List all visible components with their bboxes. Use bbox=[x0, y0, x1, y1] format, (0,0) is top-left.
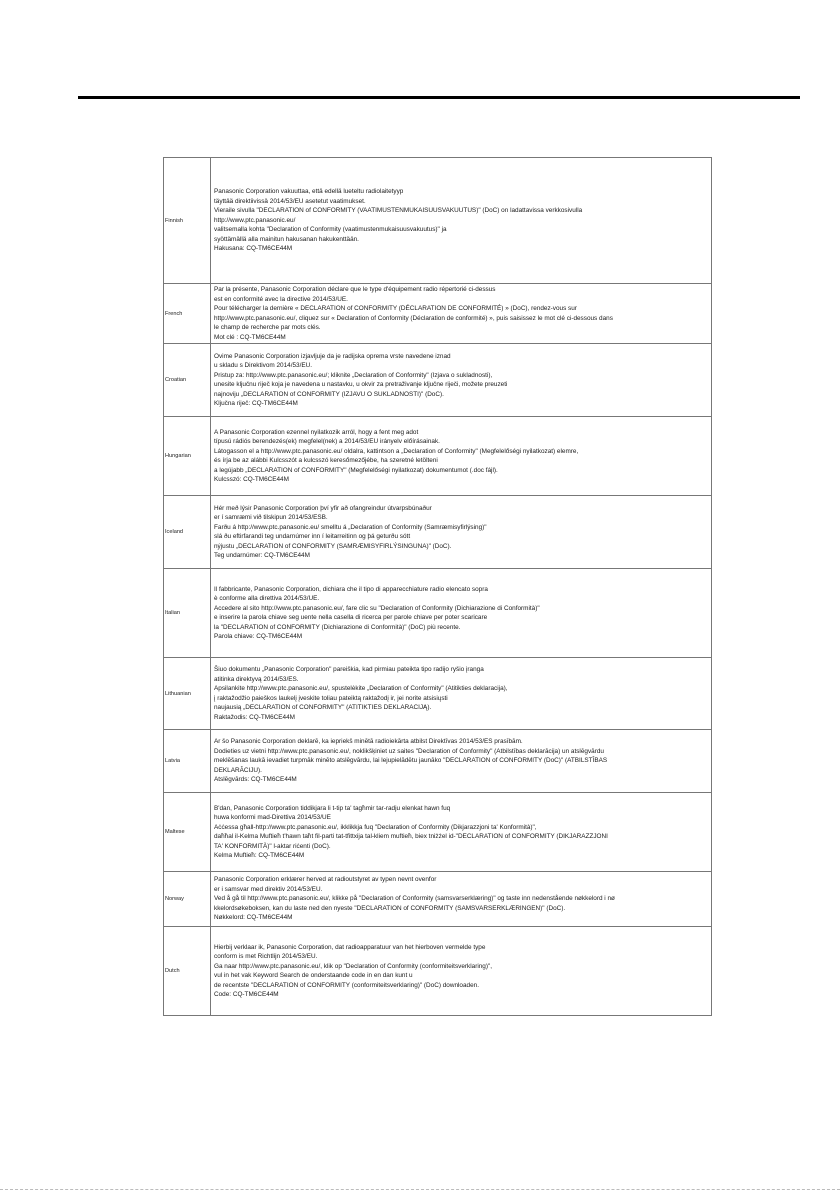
language-cell: Dutch bbox=[164, 927, 211, 1016]
declaration-text-cell bbox=[211, 569, 712, 658]
declaration-line: è conforme alla direttiva 2014/53/UE. bbox=[214, 595, 320, 602]
declaration-line: Hér með lýsir Panasonic Corporation því yfir að ofangreindur útvarpsbúnaður bbox=[214, 504, 432, 512]
declaration-line: Šiuo dokumentu „Panasonic Corporation" pareiškia, kad pirmiau pateikta tipo radijo ryšio įranga bbox=[214, 666, 484, 673]
table-row bbox=[164, 793, 712, 872]
declaration-line: Látogasson el a http://www.ptc.panasonic.eu/ oldalra, kattintson a „Declaration of Conformity" (Megfelelőségi nyilatkozat) elemre, bbox=[214, 447, 579, 455]
declaration-line: Ved å gå til http://www.ptc.panasonic.eu/, klikke på "Declaration of Conformity (samsvarserklæring)" og taste inn nedenstående nøkkelord i nø bbox=[214, 895, 615, 903]
declaration-line: Pristup za: http://www.ptc.panasonic.eu/; kliknite „Declaration of Conformity" (Izjava o sukladnosti), bbox=[214, 371, 493, 379]
table-row bbox=[164, 872, 712, 927]
declaration-line: slá ðu eftirfarandi teg undarnúmer inn í leitarreitinn og þá geturðu sótt bbox=[214, 533, 411, 540]
declaration-line: TA' KONFORMITÀ)" l-aktar riċenti (DoC). bbox=[214, 842, 331, 850]
declaration-line: į raktažodžio paieškos laukelį įveskite toliau pateiktą raktažodį ir, jei norite atsisiųsti bbox=[214, 694, 448, 702]
declaration-line: Hierbij verklaar ik, Panasonic Corporation, dat radioapparatuur van het hierboven vermelde type bbox=[214, 943, 486, 951]
declaration-line: atitinka direktyvą 2014/53/ES. bbox=[214, 675, 299, 683]
declaration-line: http://www.ptc.panasonic.eu/, cliquez sur « Declaration of Conformity (Déclaration de conformité) », puis saisissez le mot clé ci-dessous dans bbox=[214, 314, 613, 322]
declaration-line: Dodieties uz vietni http://www.ptc.panasonic.eu/, noklikšķiniet uz saites "Declaration of Conformity" (Atbilstības deklarācija) un atslēgvārdu bbox=[214, 747, 604, 755]
declaration-text-cell bbox=[211, 872, 712, 927]
language-cell: Finnish bbox=[164, 158, 211, 284]
declaration-line: Nøkkelord: CQ-TM6CE44M bbox=[214, 914, 293, 922]
table-row bbox=[164, 927, 712, 1016]
table-row bbox=[164, 417, 712, 496]
declaration-line: vul in het vak Keyword Search de onderstaande code in en dan kunt u bbox=[214, 972, 413, 979]
declaration-line: täyttää direktiivissä 2014/53/EU asetetut vaatimukset. bbox=[214, 197, 366, 205]
declaration-line: huwa konformi mad-Direttiva 2014/53/UE bbox=[214, 814, 331, 821]
declaration-line: est en conformité avec la directive 2014/53/UE. bbox=[214, 295, 348, 303]
declaration-line: Kelma Muftieħ: CQ-TM6CE44M bbox=[214, 852, 305, 859]
language-cell: Norway bbox=[164, 872, 211, 927]
declaration-text-cell bbox=[211, 417, 712, 496]
language-cell: Lithuanian bbox=[164, 658, 211, 730]
declaration-line: típusú rádiós berendezés(ek) megfelel(nek) a 2014/53/EU irányelv előírásainak. bbox=[214, 438, 440, 445]
declaration-line: Ga naar http://www.ptc.panasonic.eu/, klik op "Declaration of Conformity (conformiteitsverklaring)", bbox=[214, 962, 493, 970]
declaration-line: unesite ključnu riječ koja je navedena u nastavku, u okvir za pretraživanje ključne riječi, možete preuzeti bbox=[214, 381, 508, 388]
declaration-line: e inserire la parola chiave seg uente nella casella di ricerca per parole chiave per poter scaricare bbox=[214, 614, 488, 621]
declaration-line: Pour télécharger la dernière « DECLARATION of CONFORMITY (DÉCLARATION DE CONFORMITÉ) » (DoC), rendez-vous sur bbox=[214, 305, 577, 312]
language-cell: Croatian bbox=[164, 344, 211, 417]
declaration-line: Apsilankite http://www.ptc.panasonic.eu/, spustelėkite „Declaration of Conformity" (Atitikties deklaracija), bbox=[214, 685, 508, 692]
declaration-table bbox=[163, 157, 712, 1016]
declaration-line: Parola chiave: CQ-TM6CE44M bbox=[214, 633, 303, 640]
table-row bbox=[164, 730, 712, 793]
declaration-line: u skladu s Direktivom 2014/53/EU. bbox=[214, 362, 313, 369]
declaration-line: Code: CQ-TM6CE44M bbox=[214, 991, 279, 998]
declaration-text-cell bbox=[211, 658, 712, 730]
declaration-line: naujausią „DECLARATION of CONFORMITY" (ATITIKTIES DEKLARACIJĄ). bbox=[214, 704, 432, 711]
declaration-text-cell bbox=[211, 158, 712, 284]
declaration-line: Panasonic Corporation erklærer herved at radioutstyret av typen nevnt ovenfor bbox=[214, 876, 437, 884]
declaration-line: valitsemalla kohta "Declaration of Conformity (vaatimustenmukaisuusvakuutus)" ja bbox=[214, 226, 447, 234]
language-cell: Latvia bbox=[164, 730, 211, 793]
declaration-line: Teg undarnúmer: CQ-TM6CE44M bbox=[214, 552, 310, 559]
declaration-line: Aċċessa għall-http://www.ptc.panasonic.eu/, ikklikkja fuq "Declaration of Conformity (Dikjarazzjoni ta' Konformità)", bbox=[214, 823, 537, 831]
declaration-line: Vieraile sivulla "DECLARATION of CONFORMITY (VAATIMUSTENMUKAISUUSVAKUUTUS)" (DoC) on ladattavissa verkkosivulla bbox=[214, 207, 583, 215]
declaration-line: Il fabbricante, Panasonic Corporation, dichiara che il tipo di apparecchiature radio elencato sopra bbox=[214, 585, 488, 593]
declaration-text-cell bbox=[211, 284, 712, 344]
language-cell: Italian bbox=[164, 569, 211, 658]
declaration-line: Raktažodis: CQ-TM6CE44M bbox=[214, 713, 295, 721]
declaration-line: najnoviju „DECLARATION of CONFORMITY (IZJAVU O SUKLADNOSTI)" (DoC). bbox=[214, 390, 444, 398]
declaration-line: Atslēgvārds: CQ-TM6CE44M bbox=[214, 776, 297, 784]
declaration-line: la "DECLARATION of CONFORMITY (Dichiarazione di Conformità)" (DoC) più recente. bbox=[214, 623, 461, 631]
declaration-text-cell bbox=[211, 344, 712, 417]
declaration-line: nýjustu „DECLARATION of CONFORMITY (SAMRÆMISYFIRLÝSINGUNA)" (DoC). bbox=[214, 542, 452, 550]
declaration-line: Ar šo Panasonic Corporation deklarē, ka iepriekš minētā radioiekārta atbilst Direktīvas 2014/53/ES prasībām. bbox=[214, 738, 523, 746]
header-rule bbox=[78, 96, 800, 99]
table-row bbox=[164, 569, 712, 658]
language-cell: French bbox=[164, 284, 211, 344]
page-bottom-edge bbox=[0, 1189, 840, 1191]
declaration-text-cell bbox=[211, 730, 712, 793]
declaration-line: és írja be az alábbi Kulcsszót a kulcsszó keresőmezőjébe, ha szeretné letölteni bbox=[214, 457, 438, 464]
declaration-line: DEKLARĀCIJU). bbox=[214, 766, 262, 774]
table-row bbox=[164, 158, 712, 284]
declaration-line: Kulcsszó: CQ-TM6CE44M bbox=[214, 476, 289, 483]
table-row bbox=[164, 496, 712, 569]
language-cell: Hungarian bbox=[164, 417, 211, 496]
declaration-line: er i samsvar med direktiv 2014/53/EU. bbox=[214, 885, 323, 893]
language-cell: Maltese bbox=[164, 793, 211, 872]
table-row bbox=[164, 344, 712, 417]
declaration-line: syöttämällä alla mainitun hakusanan hakukenttään. bbox=[214, 235, 359, 243]
declaration-line: a legújabb „DECLARATION of CONFORMITY" (Megfelelőségi nyilatkozat) dokumentumot (.doc fájl). bbox=[214, 466, 498, 474]
declaration-text-cell bbox=[211, 793, 712, 872]
declaration-line: Par la présente, Panasonic Corporation déclare que le type d'équipement radio répertorié ci-dessus bbox=[214, 286, 496, 293]
declaration-line: B'dan, Panasonic Corporation tiddikjara li t-tip ta' tagħmir tar-radju elenkat hawn fuq bbox=[214, 804, 451, 812]
declaration-line: Accedere al sito http://www.ptc.panasonic.eu/, fare clic su "Declaration of Conformity (Dichiarazione di Conformità)" bbox=[214, 604, 540, 612]
declaration-text-cell bbox=[211, 927, 712, 1016]
declaration-text-cell bbox=[211, 496, 712, 569]
declaration-line: A Panasonic Corporation ezennel nyilatkozik arról, hogy a fent meg adot bbox=[214, 428, 419, 436]
declaration-line: daħħal il-Kelma Muftieħ t'hawn taħt fil-parti tat-tfittxija tal-kliem muftieħ, biex tniżżel id-"DECLARATION of CONFORMITY (DIKJARAZZJONI bbox=[214, 833, 608, 840]
declaration-line: kkelordsøkeboksen, kan du laste ned den nyeste "DECLARATION of CONFORMITY (SAMSVARSERKLÆRINGEN)" (DoC). bbox=[214, 904, 566, 912]
declaration-line: meklēšanas laukā ievadiet turpmāk minēto atslēgvārdu, lai lejupielādētu jaunāko "DECLARATION of CONFORMITY (DoC)" (ATBILSTĪBAS bbox=[214, 757, 608, 765]
declaration-line: Farðu á http://www.ptc.panasonic.eu/ smelltu á „Declaration of Conformity (Samræmisyfirlýsing)" bbox=[214, 523, 487, 531]
declaration-line: Hakusana: CQ-TM6CE44M bbox=[214, 245, 293, 253]
declaration-line: Ovime Panasonic Corporation izjavljuje da je radijska oprema vrste navedene iznad bbox=[214, 352, 451, 360]
declaration-line: er í samræmi við tilskipun 2014/53/ESB. bbox=[214, 514, 328, 521]
declaration-line: Panasonic Corporation vakuuttaa, että edellä lueteltu radiolaitetyyp bbox=[214, 188, 404, 196]
declaration-line: conform is met Richtlijn 2014/53/EU. bbox=[214, 953, 318, 960]
declaration-line: Ključna riječ: CQ-TM6CE44M bbox=[214, 400, 298, 407]
declaration-line: http://www.ptc.panasonic.eu/ bbox=[214, 216, 296, 224]
declaration-line: Mot clé : CQ-TM6CE44M bbox=[214, 333, 286, 341]
declaration-line: le champ de recherche par mots clés. bbox=[214, 324, 321, 331]
declaration-line: de recentste "DECLARATION of CONFORMITY (conformiteitsverklaring)" (DoC) downloaden. bbox=[214, 981, 479, 989]
table-row bbox=[164, 284, 712, 344]
table-row bbox=[164, 658, 712, 730]
language-cell: Iceland bbox=[164, 496, 211, 569]
